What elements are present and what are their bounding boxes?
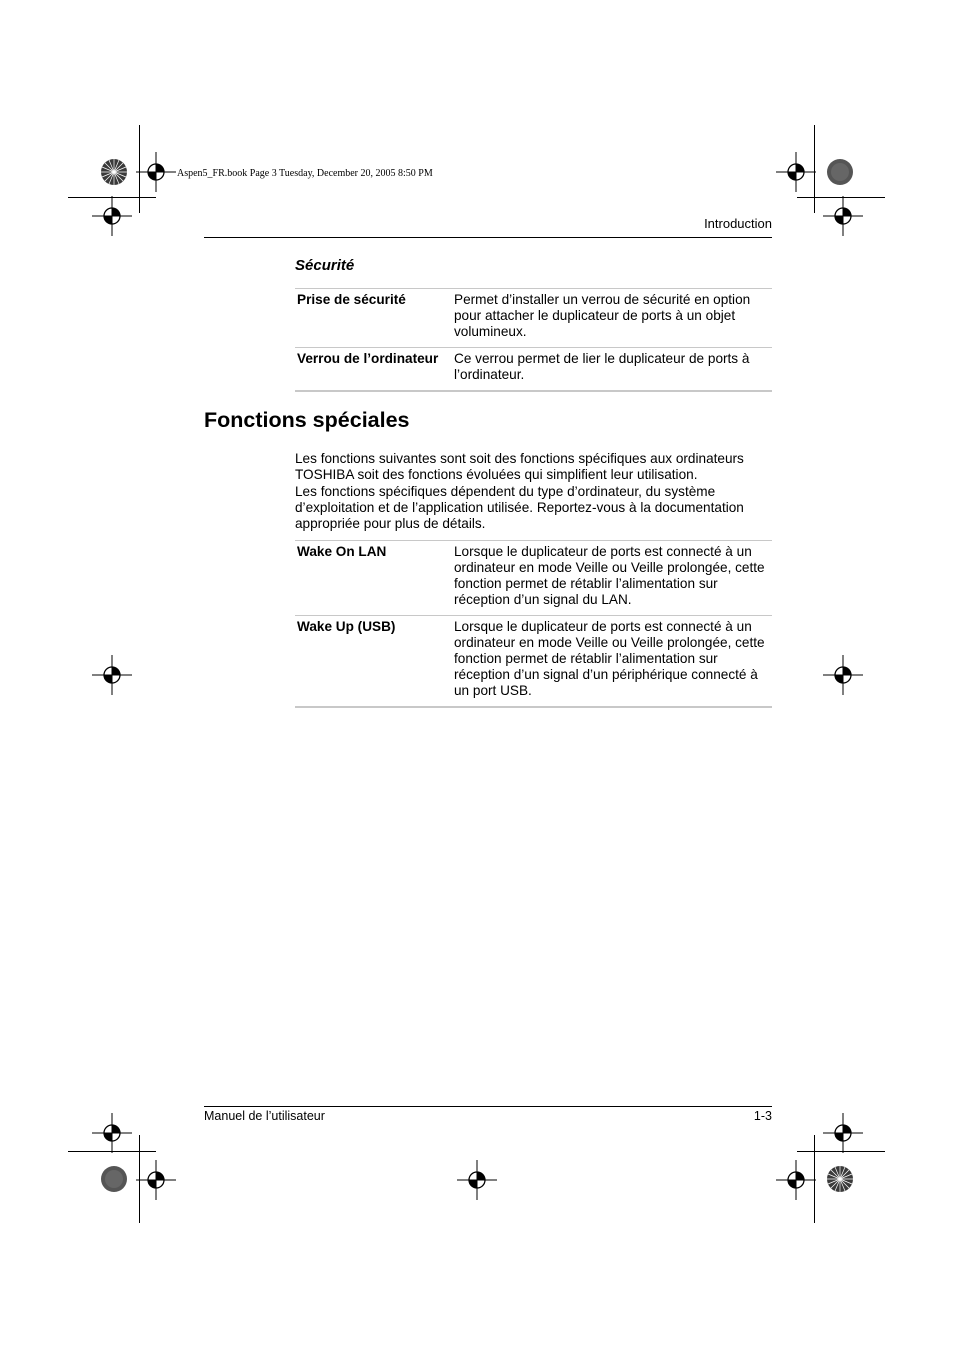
term-cell: Prise de sécurité	[297, 292, 406, 307]
description-cell: Lorsque le duplicateur de ports est connecté à un ordinateur en mode Veille ou Veille prolongée, cette fonction permet de rétablir l’alimentation sur réception d’un signal d’un périphérique connecté à un port USB.	[454, 619, 765, 698]
page-title: Fonctions spéciales	[204, 408, 410, 432]
registration-mark-icon	[92, 1113, 132, 1153]
star-target-icon	[826, 1165, 854, 1193]
registration-mark-icon	[776, 152, 816, 192]
table-row	[295, 541, 772, 616]
registration-mark-icon	[823, 1113, 863, 1153]
table-row	[295, 289, 772, 348]
term-cell: Verrou de l’ordinateur	[297, 351, 439, 366]
intro-text	[295, 451, 775, 532]
running-header: Introduction	[704, 216, 772, 231]
registration-mark-icon	[457, 1160, 497, 1200]
intro-paragraph: Les fonctions suivantes sont soit des fonctions spécifiques aux ordinateurs TOSHIBA soit des fonctions évoluées qui simplifient leur utilisation.	[295, 451, 744, 483]
gray-target-icon	[826, 158, 854, 186]
footer-manual-title: Manuel de l’utilisateur	[204, 1109, 325, 1123]
section-heading: Sécurité	[295, 257, 355, 274]
registration-mark-icon	[776, 1160, 816, 1200]
term-cell: Wake Up (USB)	[297, 619, 396, 634]
header-rule	[204, 237, 772, 238]
features-table	[295, 540, 772, 708]
registration-mark-icon	[92, 196, 132, 236]
registration-mark-icon	[823, 655, 863, 695]
term-cell: Wake On LAN	[297, 544, 387, 559]
registration-mark-icon	[823, 196, 863, 236]
description-cell: Lorsque le duplicateur de ports est connecté à un ordinateur en mode Veille ou Veille prolongée, cette fonction permet de rétablir l’alimentation sur réception d’un signal du LAN.	[454, 544, 765, 607]
description-cell: Permet d’installer un verrou de sécurité en option pour attacher le duplicateur de ports à un objet volumineux.	[454, 292, 751, 339]
table-row	[295, 348, 772, 392]
registration-mark-icon	[92, 655, 132, 695]
registration-mark-icon	[136, 152, 176, 192]
page-number: 1-3	[753, 1109, 772, 1123]
print-info: Aspen5_FR.book Page 3 Tuesday, December 20, 2005 8:50 PM	[177, 168, 433, 179]
registration-mark-icon	[136, 1160, 176, 1200]
footer-rule	[204, 1106, 772, 1107]
intro-paragraph: Les fonctions spécifiques dépendent du type d’ordinateur, du système d’exploitation et de l’application utilisée. Reportez-vous à la documentation appropriée pour plus de détails.	[295, 483, 744, 532]
security-table	[295, 288, 772, 392]
description-cell: Ce verrou permet de lier le duplicateur de ports à l’ordinateur.	[454, 351, 750, 382]
table-row	[295, 616, 772, 708]
gray-target-icon	[100, 1165, 128, 1193]
star-target-icon	[100, 158, 128, 186]
